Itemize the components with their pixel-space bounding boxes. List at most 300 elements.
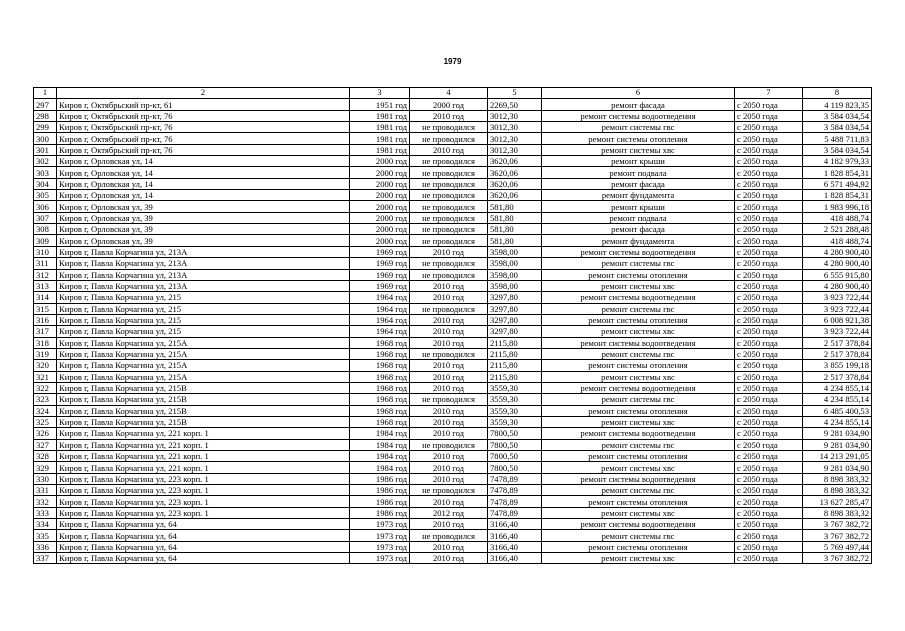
build-year-cell: 2000 год bbox=[350, 224, 410, 235]
area-cell: 3012,30 bbox=[488, 110, 542, 121]
planned-period-cell: с 2050 года bbox=[735, 156, 803, 167]
address-cell: Киров г, Октябрьский пр-кт, 76 bbox=[57, 122, 350, 133]
area-cell: 3620,06 bbox=[488, 167, 542, 178]
work-type-cell: ремонт системы водоотведения bbox=[542, 473, 735, 484]
planned-period-cell: с 2050 года bbox=[735, 110, 803, 121]
work-type-cell: ремонт системы водоотведения bbox=[542, 292, 735, 303]
cost-cell: 3 923 722,44 bbox=[803, 326, 872, 337]
work-type-cell: ремонт системы хвс bbox=[542, 553, 735, 564]
row-number-cell: 314 bbox=[34, 292, 57, 303]
work-type-cell: ремонт подвала bbox=[542, 167, 735, 178]
last-repair-year-cell: 2010 год bbox=[410, 371, 488, 382]
build-year-cell: 1951 год bbox=[350, 99, 410, 110]
build-year-cell: 1968 год bbox=[350, 371, 410, 382]
area-cell: 3012,30 bbox=[488, 122, 542, 133]
cost-cell: 5 488 711,83 bbox=[803, 133, 872, 144]
work-type-cell: ремонт системы водоотведения bbox=[542, 428, 735, 439]
area-cell: 3166,40 bbox=[488, 530, 542, 541]
table-body bbox=[34, 99, 872, 564]
area-cell: 7800,50 bbox=[488, 462, 542, 473]
planned-period-cell: с 2050 года bbox=[735, 519, 803, 530]
row-number-cell: 305 bbox=[34, 190, 57, 201]
address-cell: Киров г, Орловская ул, 39 bbox=[57, 212, 350, 223]
column-header-3: 3 bbox=[350, 88, 410, 99]
table-row bbox=[34, 382, 872, 393]
last-repair-year-cell: 2010 год bbox=[410, 451, 488, 462]
table-row bbox=[34, 405, 872, 416]
area-cell: 581,80 bbox=[488, 212, 542, 223]
build-year-cell: 1984 год bbox=[350, 428, 410, 439]
planned-period-cell: с 2050 года bbox=[735, 122, 803, 133]
address-cell: Киров г, Павла Корчагина ул, 221 корп. 1 bbox=[57, 428, 350, 439]
cost-cell: 6 008 921,38 bbox=[803, 314, 872, 325]
work-type-cell: ремонт фасада bbox=[542, 99, 735, 110]
area-cell: 3598,00 bbox=[488, 258, 542, 269]
cost-cell: 418 488,74 bbox=[803, 235, 872, 246]
area-cell: 3166,40 bbox=[488, 519, 542, 530]
cost-cell: 2 517 378,84 bbox=[803, 348, 872, 359]
table-row bbox=[34, 178, 872, 189]
cost-cell: 9 281 034,90 bbox=[803, 439, 872, 450]
address-cell: Киров г, Павла Корчагина ул, 64 bbox=[57, 541, 350, 552]
build-year-cell: 1984 год bbox=[350, 451, 410, 462]
table-row bbox=[34, 314, 872, 325]
table-row bbox=[34, 507, 872, 518]
work-type-cell: ремонт подвала bbox=[542, 212, 735, 223]
address-cell: Киров г, Павла Корчагина ул, 215 bbox=[57, 314, 350, 325]
last-repair-year-cell: не проводился bbox=[410, 258, 488, 269]
area-cell: 7478,89 bbox=[488, 485, 542, 496]
area-cell: 3012,30 bbox=[488, 133, 542, 144]
build-year-cell: 1984 год bbox=[350, 439, 410, 450]
cost-cell: 3 923 722,44 bbox=[803, 292, 872, 303]
last-repair-year-cell: не проводился bbox=[410, 224, 488, 235]
work-type-cell: ремонт системы хвс bbox=[542, 371, 735, 382]
planned-period-cell: с 2050 года bbox=[735, 337, 803, 348]
address-cell: Киров г, Павла Корчагина ул, 215В bbox=[57, 382, 350, 393]
cost-cell: 4 280 900,40 bbox=[803, 280, 872, 291]
area-cell: 3620,06 bbox=[488, 178, 542, 189]
cost-cell: 9 281 034,90 bbox=[803, 462, 872, 473]
address-cell: Киров г, Павла Корчагина ул, 215В bbox=[57, 394, 350, 405]
row-number-cell: 329 bbox=[34, 462, 57, 473]
build-year-cell: 1964 год bbox=[350, 292, 410, 303]
last-repair-year-cell: 2010 год bbox=[410, 382, 488, 393]
work-type-cell: ремонт системы гвс bbox=[542, 348, 735, 359]
table-row bbox=[34, 201, 872, 212]
planned-period-cell: с 2050 года bbox=[735, 246, 803, 257]
address-cell: Киров г, Октябрьский пр-кт, 61 bbox=[57, 99, 350, 110]
work-type-cell: ремонт системы водоотведения bbox=[542, 337, 735, 348]
table-row bbox=[34, 348, 872, 359]
build-year-cell: 2000 год bbox=[350, 167, 410, 178]
work-type-cell: ремонт системы гвс bbox=[542, 394, 735, 405]
last-repair-year-cell: не проводился bbox=[410, 439, 488, 450]
build-year-cell: 1968 год bbox=[350, 405, 410, 416]
build-year-cell: 1981 год bbox=[350, 122, 410, 133]
last-repair-year-cell: 2010 год bbox=[410, 326, 488, 337]
area-cell: 3598,00 bbox=[488, 280, 542, 291]
row-number-cell: 323 bbox=[34, 394, 57, 405]
last-repair-year-cell: не проводился bbox=[410, 178, 488, 189]
build-year-cell: 1986 год bbox=[350, 496, 410, 507]
last-repair-year-cell: не проводился bbox=[410, 530, 488, 541]
area-cell: 7478,89 bbox=[488, 507, 542, 518]
last-repair-year-cell: 2010 год bbox=[410, 337, 488, 348]
build-year-cell: 1968 год bbox=[350, 394, 410, 405]
cost-cell: 8 898 383,32 bbox=[803, 473, 872, 484]
table-row bbox=[34, 496, 872, 507]
row-number-cell: 299 bbox=[34, 122, 57, 133]
work-type-cell: ремонт фундамента bbox=[542, 190, 735, 201]
build-year-cell: 1986 год bbox=[350, 507, 410, 518]
address-cell: Киров г, Павла Корчагина ул, 223 корп. 1 bbox=[57, 473, 350, 484]
work-type-cell: ремонт системы хвс bbox=[542, 416, 735, 427]
column-header-6: 6 bbox=[542, 88, 735, 99]
cost-cell: 5 769 497,44 bbox=[803, 541, 872, 552]
last-repair-year-cell: не проводился bbox=[410, 269, 488, 280]
address-cell: Киров г, Орловская ул, 39 bbox=[57, 224, 350, 235]
address-cell: Киров г, Павла Корчагина ул, 215 bbox=[57, 303, 350, 314]
cost-cell: 4 234 855,14 bbox=[803, 416, 872, 427]
build-year-cell: 1969 год bbox=[350, 246, 410, 257]
row-number-cell: 308 bbox=[34, 224, 57, 235]
row-number-cell: 301 bbox=[34, 144, 57, 155]
area-cell: 3166,40 bbox=[488, 541, 542, 552]
work-type-cell: ремонт системы гвс bbox=[542, 258, 735, 269]
table-row bbox=[34, 371, 872, 382]
work-type-cell: ремонт системы отопления bbox=[542, 541, 735, 552]
build-year-cell: 1973 год bbox=[350, 553, 410, 564]
planned-period-cell: с 2050 года bbox=[735, 133, 803, 144]
planned-period-cell: с 2050 года bbox=[735, 280, 803, 291]
area-cell: 581,80 bbox=[488, 235, 542, 246]
area-cell: 2115,80 bbox=[488, 371, 542, 382]
address-cell: Киров г, Павла Корчагина ул, 64 bbox=[57, 519, 350, 530]
work-type-cell: ремонт системы хвс bbox=[542, 462, 735, 473]
last-repair-year-cell: 2010 год bbox=[410, 541, 488, 552]
planned-period-cell: с 2050 года bbox=[735, 144, 803, 155]
area-cell: 3297,80 bbox=[488, 303, 542, 314]
work-type-cell: ремонт фасада bbox=[542, 178, 735, 189]
table-row bbox=[34, 167, 872, 178]
row-number-cell: 309 bbox=[34, 235, 57, 246]
row-number-cell: 313 bbox=[34, 280, 57, 291]
last-repair-year-cell: 2010 год bbox=[410, 292, 488, 303]
table-row bbox=[34, 258, 872, 269]
last-repair-year-cell: не проводился bbox=[410, 133, 488, 144]
last-repair-year-cell: 2010 год bbox=[410, 110, 488, 121]
address-cell: Киров г, Орловская ул, 14 bbox=[57, 190, 350, 201]
row-number-cell: 324 bbox=[34, 405, 57, 416]
last-repair-year-cell: 2010 год bbox=[410, 360, 488, 371]
address-cell: Киров г, Орловская ул, 14 bbox=[57, 178, 350, 189]
planned-period-cell: с 2050 года bbox=[735, 439, 803, 450]
last-repair-year-cell: не проводился bbox=[410, 201, 488, 212]
work-type-cell: ремонт системы хвс bbox=[542, 507, 735, 518]
build-year-cell: 1969 год bbox=[350, 258, 410, 269]
planned-period-cell: с 2050 года bbox=[735, 258, 803, 269]
table-row bbox=[34, 303, 872, 314]
row-number-cell: 297 bbox=[34, 99, 57, 110]
area-cell: 3620,06 bbox=[488, 190, 542, 201]
cost-cell: 6 571 494,92 bbox=[803, 178, 872, 189]
cost-cell: 9 281 034,90 bbox=[803, 428, 872, 439]
repair-schedule-table bbox=[33, 87, 872, 564]
cost-cell: 418 488,74 bbox=[803, 212, 872, 223]
address-cell: Киров г, Орловская ул, 14 bbox=[57, 156, 350, 167]
row-number-cell: 298 bbox=[34, 110, 57, 121]
address-cell: Киров г, Павла Корчагина ул, 221 корп. 1 bbox=[57, 451, 350, 462]
address-cell: Киров г, Павла Корчагина ул, 215А bbox=[57, 371, 350, 382]
build-year-cell: 2000 год bbox=[350, 235, 410, 246]
build-year-cell: 1964 год bbox=[350, 326, 410, 337]
cost-cell: 3 584 034,54 bbox=[803, 122, 872, 133]
work-type-cell: ремонт системы гвс bbox=[542, 439, 735, 450]
planned-period-cell: с 2050 года bbox=[735, 405, 803, 416]
build-year-cell: 1969 год bbox=[350, 280, 410, 291]
build-year-cell: 1981 год bbox=[350, 110, 410, 121]
work-type-cell: ремонт системы водоотведения bbox=[542, 110, 735, 121]
planned-period-cell: с 2050 года bbox=[735, 371, 803, 382]
work-type-cell: ремонт фасада bbox=[542, 224, 735, 235]
cost-cell: 4 182 979,33 bbox=[803, 156, 872, 167]
table-row bbox=[34, 553, 872, 564]
cost-cell: 1 828 854,31 bbox=[803, 167, 872, 178]
row-number-cell: 334 bbox=[34, 519, 57, 530]
build-year-cell: 1968 год bbox=[350, 360, 410, 371]
build-year-cell: 1981 год bbox=[350, 144, 410, 155]
table-row bbox=[34, 462, 872, 473]
table-row bbox=[34, 246, 872, 257]
cost-cell: 3 767 382,72 bbox=[803, 519, 872, 530]
planned-period-cell: с 2050 года bbox=[735, 326, 803, 337]
address-cell: Киров г, Павла Корчагина ул, 223 корп. 1 bbox=[57, 485, 350, 496]
build-year-cell: 2000 год bbox=[350, 212, 410, 223]
area-cell: 3559,30 bbox=[488, 405, 542, 416]
work-type-cell: ремонт крыши bbox=[542, 156, 735, 167]
planned-period-cell: с 2050 года bbox=[735, 394, 803, 405]
last-repair-year-cell: 2010 год bbox=[410, 519, 488, 530]
address-cell: Киров г, Павла Корчагина ул, 215В bbox=[57, 405, 350, 416]
area-cell: 7478,89 bbox=[488, 473, 542, 484]
row-number-cell: 326 bbox=[34, 428, 57, 439]
planned-period-cell: с 2050 года bbox=[735, 99, 803, 110]
address-cell: Киров г, Павла Корчагина ул, 215В bbox=[57, 416, 350, 427]
row-number-cell: 311 bbox=[34, 258, 57, 269]
row-number-cell: 316 bbox=[34, 314, 57, 325]
planned-period-cell: с 2050 года bbox=[735, 553, 803, 564]
table-row bbox=[34, 530, 872, 541]
build-year-cell: 2000 год bbox=[350, 190, 410, 201]
last-repair-year-cell: 2010 год bbox=[410, 473, 488, 484]
row-number-cell: 321 bbox=[34, 371, 57, 382]
row-number-cell: 302 bbox=[34, 156, 57, 167]
row-number-cell: 306 bbox=[34, 201, 57, 212]
area-cell: 3559,30 bbox=[488, 394, 542, 405]
last-repair-year-cell: не проводился bbox=[410, 394, 488, 405]
address-cell: Киров г, Орловская ул, 14 bbox=[57, 167, 350, 178]
column-header-7: 7 bbox=[735, 88, 803, 99]
column-header-1: 1 bbox=[34, 88, 57, 99]
last-repair-year-cell: 2010 год bbox=[410, 314, 488, 325]
last-repair-year-cell: не проводился bbox=[410, 485, 488, 496]
build-year-cell: 1968 год bbox=[350, 382, 410, 393]
cost-cell: 1 828 854,31 bbox=[803, 190, 872, 201]
build-year-cell: 2000 год bbox=[350, 201, 410, 212]
row-number-cell: 318 bbox=[34, 337, 57, 348]
address-cell: Киров г, Павла Корчагина ул, 223 корп. 1 bbox=[57, 507, 350, 518]
address-cell: Киров г, Орловская ул, 39 bbox=[57, 201, 350, 212]
work-type-cell: ремонт фундамента bbox=[542, 235, 735, 246]
row-number-cell: 336 bbox=[34, 541, 57, 552]
build-year-cell: 1964 год bbox=[350, 314, 410, 325]
last-repair-year-cell: не проводился bbox=[410, 235, 488, 246]
area-cell: 3559,30 bbox=[488, 416, 542, 427]
work-type-cell: ремонт системы отопления bbox=[542, 269, 735, 280]
work-type-cell: ремонт системы отопления bbox=[542, 314, 735, 325]
table-header-row bbox=[34, 88, 872, 99]
planned-period-cell: с 2050 года bbox=[735, 473, 803, 484]
table-row bbox=[34, 326, 872, 337]
row-number-cell: 304 bbox=[34, 178, 57, 189]
table-row bbox=[34, 235, 872, 246]
planned-period-cell: с 2050 года bbox=[735, 451, 803, 462]
planned-period-cell: с 2050 года bbox=[735, 416, 803, 427]
row-number-cell: 325 bbox=[34, 416, 57, 427]
table-row bbox=[34, 428, 872, 439]
build-year-cell: 1964 год bbox=[350, 303, 410, 314]
table-row bbox=[34, 122, 872, 133]
row-number-cell: 300 bbox=[34, 133, 57, 144]
cost-cell: 3 923 722,44 bbox=[803, 303, 872, 314]
planned-period-cell: с 2050 года bbox=[735, 235, 803, 246]
cost-cell: 3 767 382,72 bbox=[803, 530, 872, 541]
build-year-cell: 1973 год bbox=[350, 530, 410, 541]
row-number-cell: 335 bbox=[34, 530, 57, 541]
column-header-5: 5 bbox=[488, 88, 542, 99]
row-number-cell: 315 bbox=[34, 303, 57, 314]
area-cell: 3012,30 bbox=[488, 144, 542, 155]
address-cell: Киров г, Октябрьский пр-кт, 76 bbox=[57, 133, 350, 144]
cost-cell: 3 855 199,18 bbox=[803, 360, 872, 371]
address-cell: Киров г, Павла Корчагина ул, 215А bbox=[57, 360, 350, 371]
address-cell: Киров г, Павла Корчагина ул, 221 корп. 1 bbox=[57, 462, 350, 473]
cost-cell: 2 517 378,84 bbox=[803, 337, 872, 348]
address-cell: Киров г, Павла Корчагина ул, 213А bbox=[57, 246, 350, 257]
cost-cell: 6 555 915,80 bbox=[803, 269, 872, 280]
address-cell: Киров г, Павла Корчагина ул, 213А bbox=[57, 269, 350, 280]
build-year-cell: 1986 год bbox=[350, 473, 410, 484]
area-cell: 581,80 bbox=[488, 201, 542, 212]
build-year-cell: 1968 год bbox=[350, 348, 410, 359]
row-number-cell: 312 bbox=[34, 269, 57, 280]
table-row bbox=[34, 451, 872, 462]
work-type-cell: ремонт системы отопления bbox=[542, 360, 735, 371]
build-year-cell: 1969 год bbox=[350, 269, 410, 280]
address-cell: Киров г, Павла Корчагина ул, 213А bbox=[57, 280, 350, 291]
planned-period-cell: с 2050 года bbox=[735, 190, 803, 201]
planned-period-cell: с 2050 года bbox=[735, 348, 803, 359]
work-type-cell: ремонт системы отопления bbox=[542, 496, 735, 507]
last-repair-year-cell: не проводился bbox=[410, 303, 488, 314]
planned-period-cell: с 2050 года bbox=[735, 201, 803, 212]
last-repair-year-cell: не проводился bbox=[410, 190, 488, 201]
build-year-cell: 1981 год bbox=[350, 133, 410, 144]
table-row bbox=[34, 133, 872, 144]
row-number-cell: 319 bbox=[34, 348, 57, 359]
planned-period-cell: с 2050 года bbox=[735, 428, 803, 439]
work-type-cell: ремонт системы хвс bbox=[542, 280, 735, 291]
area-cell: 3620,06 bbox=[488, 156, 542, 167]
planned-period-cell: с 2050 года bbox=[735, 167, 803, 178]
table-row bbox=[34, 280, 872, 291]
cost-cell: 1 983 996,18 bbox=[803, 201, 872, 212]
last-repair-year-cell: не проводился bbox=[410, 122, 488, 133]
planned-period-cell: с 2050 года bbox=[735, 462, 803, 473]
work-type-cell: ремонт системы отопления bbox=[542, 405, 735, 416]
cost-cell: 4 280 900,40 bbox=[803, 258, 872, 269]
cost-cell: 4 234 855,14 bbox=[803, 394, 872, 405]
build-year-cell: 1968 год bbox=[350, 337, 410, 348]
address-cell: Киров г, Павла Корчагина ул, 64 bbox=[57, 530, 350, 541]
area-cell: 7800,50 bbox=[488, 428, 542, 439]
area-cell: 3297,80 bbox=[488, 326, 542, 337]
row-number-cell: 330 bbox=[34, 473, 57, 484]
cost-cell: 8 898 383,32 bbox=[803, 485, 872, 496]
address-cell: Киров г, Орловская ул, 39 bbox=[57, 235, 350, 246]
cost-cell: 2 517 378,84 bbox=[803, 371, 872, 382]
area-cell: 581,80 bbox=[488, 224, 542, 235]
row-number-cell: 328 bbox=[34, 451, 57, 462]
planned-period-cell: с 2050 года bbox=[735, 485, 803, 496]
planned-period-cell: с 2050 года bbox=[735, 303, 803, 314]
last-repair-year-cell: не проводился bbox=[410, 167, 488, 178]
cost-cell: 13 627 285,47 bbox=[803, 496, 872, 507]
area-cell: 3297,80 bbox=[488, 292, 542, 303]
last-repair-year-cell: 2010 год bbox=[410, 246, 488, 257]
work-type-cell: ремонт системы гвс bbox=[542, 122, 735, 133]
planned-period-cell: с 2050 года bbox=[735, 314, 803, 325]
address-cell: Киров г, Октябрьский пр-кт, 76 bbox=[57, 110, 350, 121]
table-row bbox=[34, 99, 872, 110]
last-repair-year-cell: не проводился bbox=[410, 348, 488, 359]
row-number-cell: 310 bbox=[34, 246, 57, 257]
row-number-cell: 331 bbox=[34, 485, 57, 496]
row-number-cell: 320 bbox=[34, 360, 57, 371]
planned-period-cell: с 2050 года bbox=[735, 269, 803, 280]
planned-period-cell: с 2050 года bbox=[735, 292, 803, 303]
row-number-cell: 327 bbox=[34, 439, 57, 450]
table-row bbox=[34, 439, 872, 450]
address-cell: Киров г, Павла Корчагина ул, 215 bbox=[57, 326, 350, 337]
cost-cell: 6 485 400,53 bbox=[803, 405, 872, 416]
build-year-cell: 1984 год bbox=[350, 462, 410, 473]
build-year-cell: 1968 год bbox=[350, 416, 410, 427]
row-number-cell: 322 bbox=[34, 382, 57, 393]
cost-cell: 3 767 382,72 bbox=[803, 553, 872, 564]
row-number-cell: 307 bbox=[34, 212, 57, 223]
area-cell: 2115,80 bbox=[488, 360, 542, 371]
last-repair-year-cell: 2010 год bbox=[410, 144, 488, 155]
last-repair-year-cell: 2000 год bbox=[410, 99, 488, 110]
table-row bbox=[34, 110, 872, 121]
planned-period-cell: с 2050 года bbox=[735, 541, 803, 552]
table-row bbox=[34, 292, 872, 303]
cost-cell: 4 280 900,40 bbox=[803, 246, 872, 257]
table-row bbox=[34, 144, 872, 155]
work-type-cell: ремонт системы хвс bbox=[542, 326, 735, 337]
